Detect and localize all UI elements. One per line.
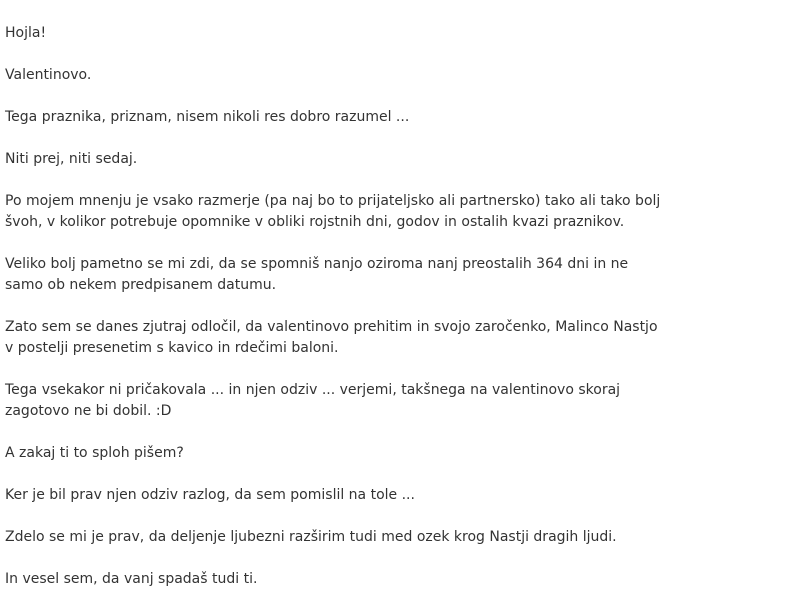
greeting: Hojla! xyxy=(5,25,47,41)
subject-line: Valentinovo. xyxy=(5,67,92,83)
paragraph-8: A zakaj ti to sploh pišem? xyxy=(5,445,184,461)
paragraph-5: Veliko bolj pametno se mi zdi, da se spomniš nanjo oziroma nanj preostalih 364 dni in ne samo ob nekem predpisanem datumu. xyxy=(5,256,629,293)
paragraph-6: Zato sem se danes zjutraj odločil, da valentinovo prehitim in svojo zaročenko, Malinco Nastjo v postelji presenetim s kavico in rdečimi baloni. xyxy=(5,319,658,356)
paragraph-3: Niti prej, niti sedaj. xyxy=(5,151,138,167)
paragraph-7: Tega vsekakor ni pričakovala ... in njen odziv ... verjemi, takšnega na valentinovo skoraj zagotovo ne bi dobil. :D xyxy=(5,382,621,419)
paragraph-2: Tega praznika, priznam, nisem nikoli res dobro razumel ... xyxy=(5,109,410,125)
paragraph-4: Po mojem mnenju je vsako razmerje (pa naj bo to prijateljsko ali partnersko) tako ali tako bolj švoh, v kolikor potrebuje opomnike v obliki rojstnih dni, godov in ostalih kvazi praznikov. xyxy=(5,193,661,230)
email-body xyxy=(5,23,665,611)
paragraph-10: Zdelo se mi je prav, da deljenje ljubezni razširim tudi med ozek krog Nastji dragih ljudi. xyxy=(5,529,617,545)
paragraph-11: In vesel sem, da vanj spadaš tudi ti. xyxy=(5,571,258,587)
paragraph-9: Ker je bil prav njen odziv razlog, da sem pomislil na tole ... xyxy=(5,487,415,503)
